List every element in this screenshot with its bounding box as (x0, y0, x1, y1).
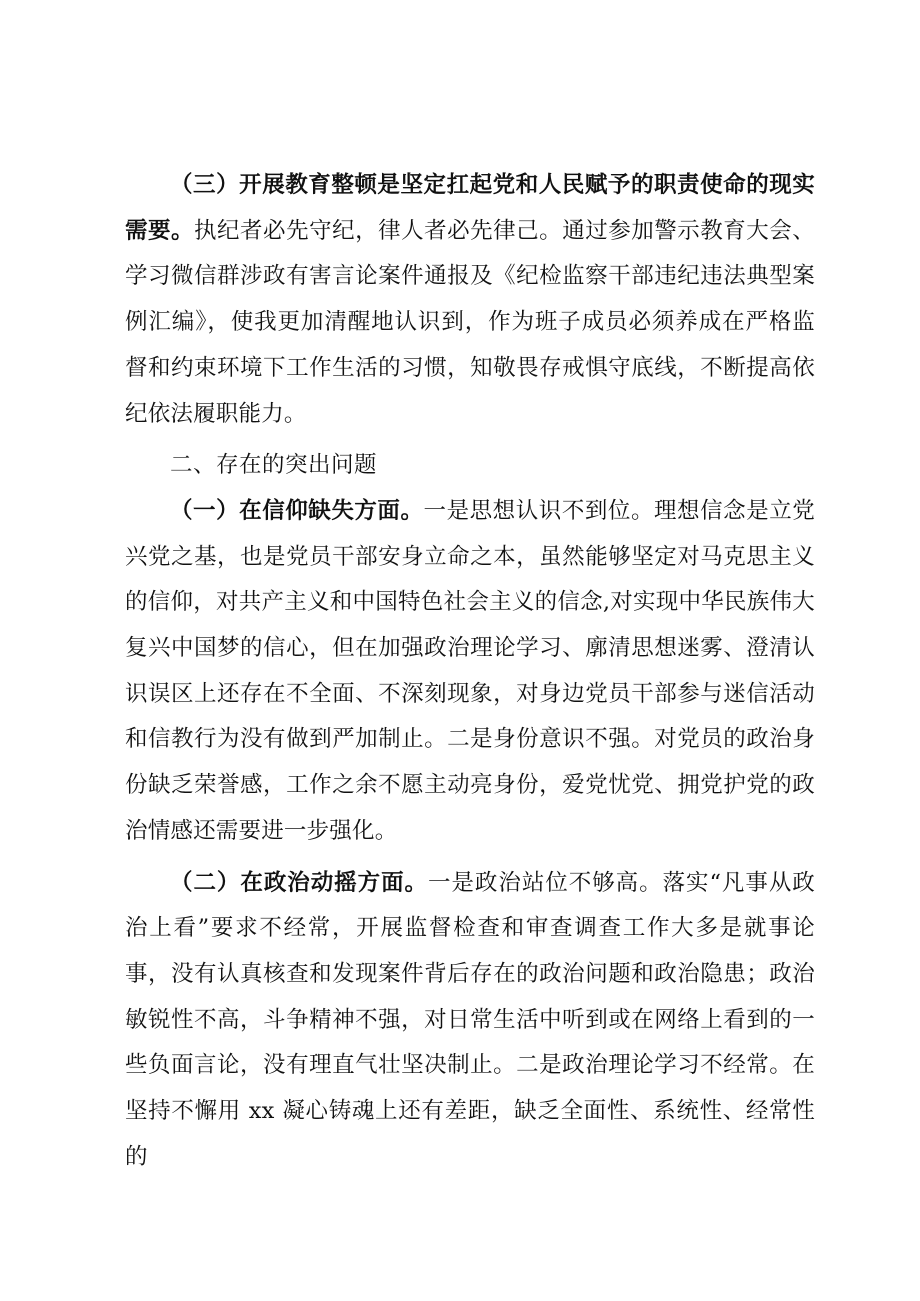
paragraph-problem-2 (125, 861, 815, 1181)
problem-2-text: 一是政治站位不够高。落实“凡事从政治上看”要求不经常，开展监督检查和审查调查工作大多是就事论事，没有认真核查和发现案件背后存在的政治问题和政治隐患；政治敏锐性不高，斗争精神不强，对日常生活中听到或在网络上看到的一些负面言论，没有理直气壮坚决制止。二是政治理论学习不经常。在坚持不懈用 xx 凝心铸魂上还有差距，缺乏全面性、系统性、经常性的 (125, 869, 816, 1170)
document-body (125, 163, 815, 1180)
paragraph-section-3 (125, 163, 815, 437)
section-3-title: （三）开展教育整顿是坚定扛起党和人民赋予的职责使命的现实需要。 (125, 172, 815, 244)
heading-problems: 二、存在的突出问题 (170, 452, 378, 479)
paragraph-problem-1 (125, 489, 815, 855)
problem-2-title: （二）在政治动摇方面。 (170, 869, 429, 896)
problem-1-title: （一）在信仰缺失方面。 (170, 497, 424, 524)
section-3-text: 执纪者必先守纪，律人者必先律己。通过参加警示教育大会、学习微信群涉政有害言论案件通报及《纪检监察干部违纪违法典型案例汇编》，使我更加清醒地认识到，作为班子成员必须养成在严格监督和约束环境下工作生活的习惯，知敬畏存戒惧守底线，不断提高依纪依法履职能力。 (125, 217, 815, 427)
problem-1-text: 一是思想认识不到位。理想信念是立党兴党之基，也是党员干部安身立命之本，虽然能够坚定对马克思主义的信仰，对共产主义和中国特色社会主义的信念,对实现中华民族伟大复兴中国梦的信心，但在加强政治理论学习、廓清思想迷雾、澄清认识误区上还存在不全面、不深刻现象，对身边党员干部参与迷信活动和信教行为没有做到严加制止。二是身份意识不强。对党员的政治身份缺乏荣誉感，工作之余不愿主动亮身份，爱党忧党、拥党护党的政治情感还需要进一步强化。 (125, 497, 815, 844)
